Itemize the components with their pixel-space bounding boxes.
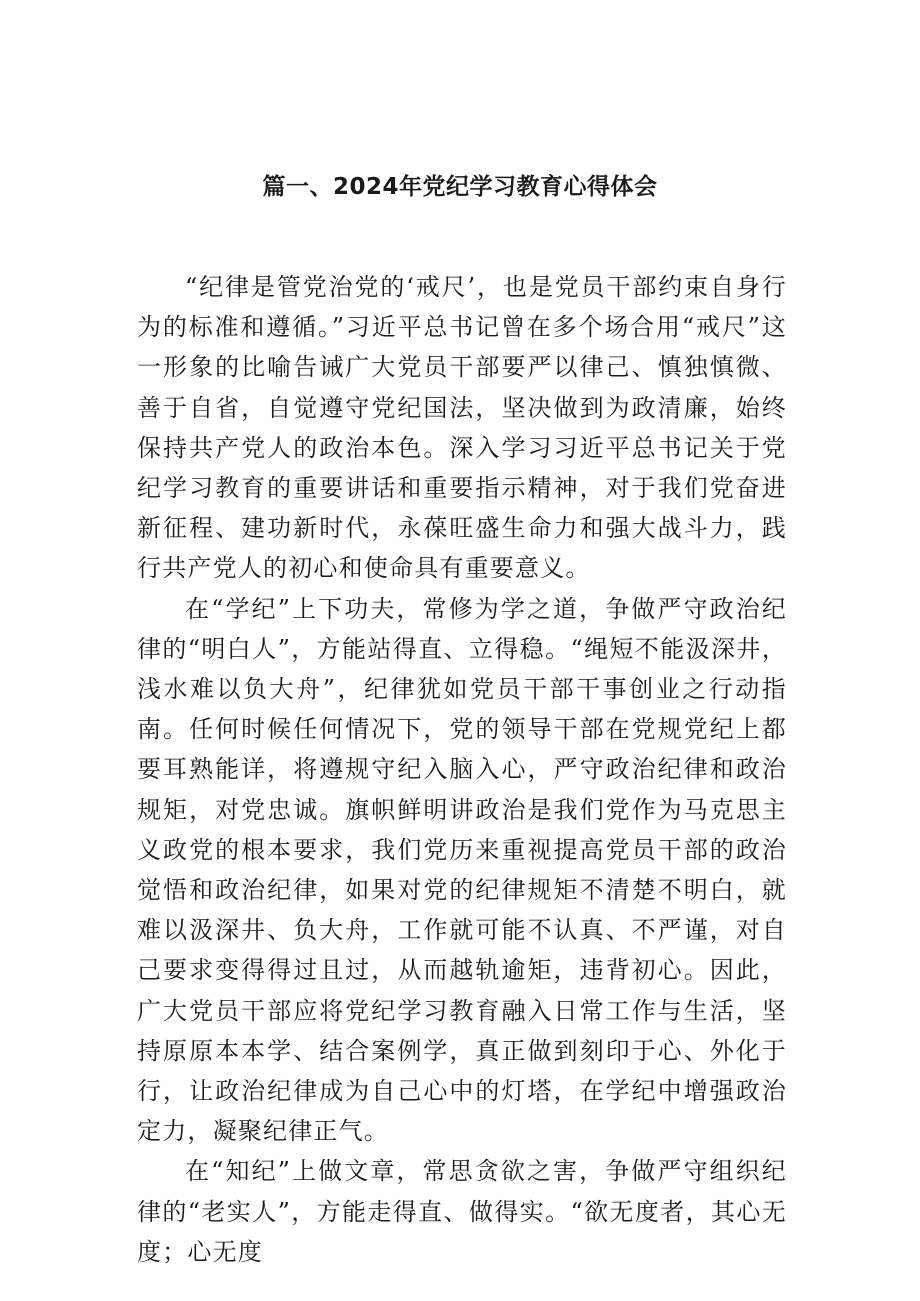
paragraph-1: “纪律是管党治党的‘戒尺’，也是党员干部约束自身行为的标准和遵循。”习近平总书记曾在多个场合用“戒尺”这一形象的比喻告诫广大党员干部要严以律己、慎独慎微、善于自省，自觉遵守党纪国法，坚决做到为政清廉，始终保持共产党人的政治本色。深入学习习近平总书记关于党纪学习教育的重要讲话和重要指示精神，对于我们党奋进新征程、建功新时代，永葆旺盛生命力和强大战斗力，践行共产党人的初心和使命具有重要意义。	[137, 273, 787, 583]
document-body	[137, 267, 787, 1272]
document-title: 篇一、2024年党纪学习教育心得体会	[262, 174, 658, 200]
paragraph-3: 在“知纪”上做文章，常思贪欲之害，争做严守组织纪律的“老实人”，方能走得直、做得实。“欲无度者，其心无度；心无度	[137, 1157, 787, 1266]
paragraph-2: 在“学纪”上下功夫，常修为学之道，争做严守政治纪律的“明白人”，方能站得直、立得稳。“绳短不能汲深井，浅水难以负大舟”，纪律犹如党员干部干事创业之行动指南。任何时候任何情况下，党的领导干部在党规党纪上都要耳熟能详，将遵规守纪入脑入心，严守政治纪律和政治规矩，对党忠诚。旗帜鲜明讲政治是我们党作为马克思主义政党的根本要求，我们党历来重视提高党员干部的政治觉悟和政治纪律，如果对党的纪律规矩不清楚不明白，就难以汲深井、负大舟，工作就可能不认真、不严谨，对自己要求变得得过且过，从而越轨逾矩，违背初心。因此，广大党员干部应将党纪学习教育融入日常工作与生活，坚持原原本本学、结合案例学，真正做到刻印于心、外化于行，让政治纪律成为自己心中的灯塔，在学纪中增强政治定力，凝聚纪律正气。	[137, 594, 787, 1146]
